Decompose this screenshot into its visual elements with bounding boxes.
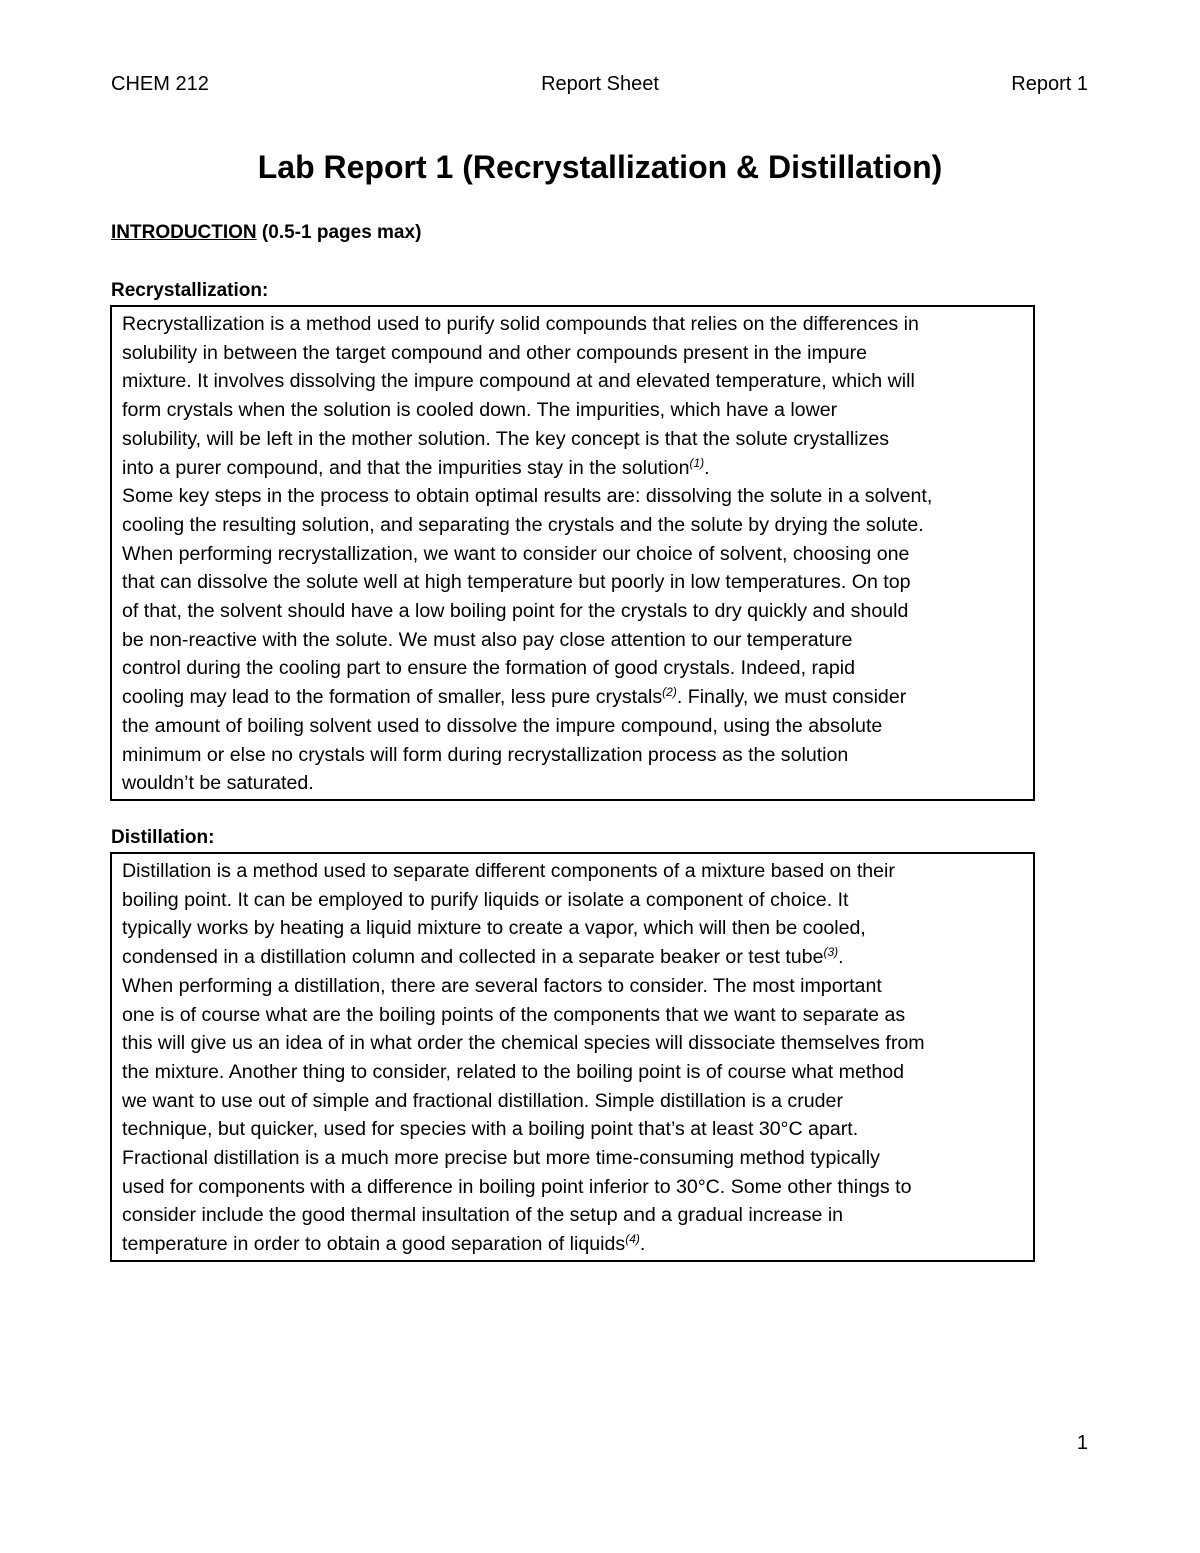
intro-page-note: (0.5-1 pages max) (256, 222, 422, 243)
page-title: Lab Report 1 (Recrystallization & Distillation) (257, 149, 943, 185)
text-line: typically works by heating a liquid mixture to create a vapor, which will then be cooled, (122, 917, 866, 940)
text-line: Fractional distillation is a much more precise but more time-consuming method typically (122, 1147, 880, 1170)
text-line: we want to use out of simple and fractional distillation. Simple distillation is a cruder (122, 1089, 843, 1112)
intro-heading-label: INTRODUCTION (111, 222, 257, 243)
text-line: one is of course what are the boiling points of the components that we want to separate as (122, 1003, 906, 1026)
sentence-period: . (639, 1233, 646, 1256)
text-line: solubility in between the target compound and other compounds present in the impure (122, 341, 868, 364)
text-line-content: condensed in a distillation column and collected in a separate beaker or test tube (122, 946, 824, 969)
text-line-content: into a purer compound, and that the impurities stay in the solution (122, 456, 690, 479)
text-line: Recrystallization is a method used to purify solid compounds that relies on the differences in (122, 313, 919, 335)
text-line: consider include the good thermal insultation of the setup and a gradual increase in (122, 1204, 844, 1227)
citation-superscript: (2) (662, 685, 677, 700)
citation-superscript: (4) (625, 1232, 640, 1247)
sentence-period: . (704, 456, 710, 479)
text-line: boiling point. It can be employed to purify liquids or isolate a component of choice. It (122, 888, 849, 911)
text-line (122, 943, 1028, 972)
intro-heading (111, 220, 421, 246)
text-line: When performing recrystallization, we want to consider our choice of solvent, choosing one (122, 542, 910, 565)
text-line: technique, but quicker, used for species with a boiling point that’s at least 30°C apart. (122, 1118, 859, 1141)
text-line-content: cooling may lead to the formation of smaller, less pure crystals (122, 686, 663, 709)
text-line: be non-reactive with the solute. We must also pay close attention to our temperature (122, 628, 853, 651)
text-line: the mixture. Another thing to consider, related to the boiling point is of course what method (122, 1060, 905, 1083)
header-report-number: Report 1 (1011, 73, 1088, 95)
text-line: cooling the resulting solution, and separating the crystals and the solute by drying the solute. (122, 513, 924, 536)
text-line (122, 1230, 1028, 1259)
citation-superscript: (1) (689, 455, 705, 470)
recrystallization-text-box (110, 305, 1035, 801)
text-line: When performing a distillation, there are several factors to consider. The most important (122, 974, 882, 997)
text-line: mixture. It involves dissolving the impure compound at and elevated temperature, which will (122, 370, 915, 393)
text-line-content: temperature in order to obtain a good separation of liquids (122, 1233, 626, 1256)
text-line: Some key steps in the process to obtain optimal results are: dissolving the solute in a solvent, (122, 485, 933, 508)
text-line: this will give us an idea of in what order the chemical species will dissociate themselves from (122, 1032, 925, 1055)
text-line: minimum or else no crystals will form during recrystallization process as the solution (122, 743, 849, 766)
text-line: that can dissolve the solute well at high temperature but poorly in low temperatures. On top (122, 571, 911, 594)
text-line: wouldn’t be saturated. (122, 772, 314, 795)
text-line: Distillation is a method used to separate different components of a mixture based on their (122, 860, 895, 882)
page-number: 1 (1076, 1432, 1088, 1454)
text-line: used for components with a difference in boiling point inferior to 30°C. Some other things to (122, 1175, 912, 1198)
text-line: of that, the solvent should have a low boiling point for the crystals to dry quickly and should (122, 600, 909, 623)
sentence-period: . (838, 946, 844, 969)
text-line-content: . Finally, we must consider (676, 686, 907, 709)
text-line: control during the cooling part to ensure the formation of good crystals. Indeed, rapid (122, 657, 856, 680)
text-line (122, 454, 1028, 483)
distillation-text-box (110, 852, 1035, 1262)
text-line: solubility, will be left in the mother solution. The key concept is that the solute crystallizes (122, 427, 890, 450)
text-line (122, 683, 1028, 712)
header-sheet-type: Report Sheet (541, 73, 659, 95)
distillation-label: Distillation: (111, 827, 215, 848)
citation-superscript: (3) (823, 945, 839, 960)
text-line: the amount of boiling solvent used to dissolve the impure compound, using the absolute (122, 714, 883, 737)
header-course: CHEM 212 (111, 73, 209, 95)
text-line: form crystals when the solution is cooled down. The impurities, which have a lower (122, 399, 838, 422)
recrystallization-label: Recrystallization: (111, 280, 269, 301)
